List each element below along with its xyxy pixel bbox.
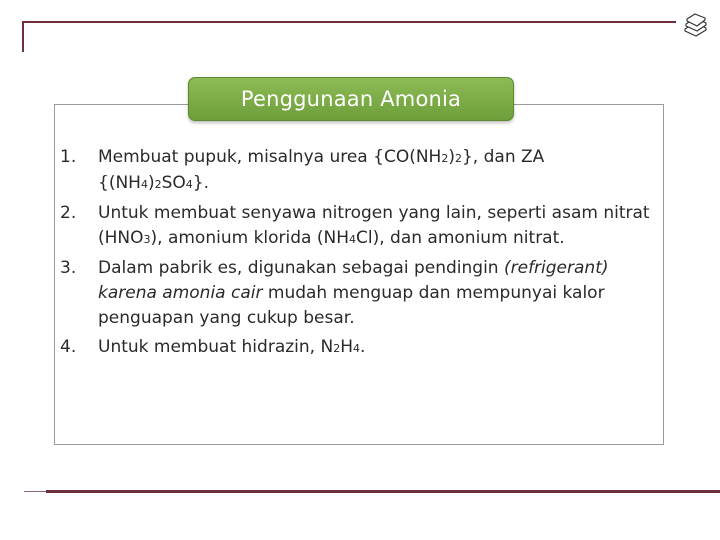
list-item bbox=[60, 256, 660, 331]
list-item-text: Cl), dan amonium nitrat. bbox=[356, 228, 565, 248]
title-banner bbox=[188, 77, 514, 121]
list-item bbox=[60, 335, 660, 361]
list-item-number: 2. bbox=[60, 203, 77, 223]
list-item-text: SO bbox=[161, 173, 186, 193]
list-item-text: Dalam pabrik es, digunakan sebagai pendingin bbox=[98, 258, 504, 278]
usage-list bbox=[60, 145, 660, 365]
list-item bbox=[60, 201, 660, 252]
list-item-number: 4. bbox=[60, 337, 77, 357]
bottom-frame-line-thin bbox=[24, 491, 46, 492]
subscript-text: 4 bbox=[352, 342, 360, 355]
subscript-text: 3 bbox=[143, 233, 151, 246]
subscript-text: 2 bbox=[333, 342, 341, 355]
list-item-text: }. bbox=[192, 173, 209, 193]
list-item-text: mudah menguap dan mempunyai kalor penguapan yang cukup besar. bbox=[98, 283, 605, 328]
list-item-text: Membuat pupuk, misalnya urea {CO(NH bbox=[98, 147, 442, 167]
subscript-text: 2 bbox=[441, 152, 449, 165]
subscript-text: 2 bbox=[454, 152, 462, 165]
page-title: Penggunaan Amonia bbox=[240, 87, 462, 111]
list-item-text: }, dan ZA {(NH bbox=[98, 147, 545, 193]
list-item-text: Untuk membuat hidrazin, N bbox=[98, 337, 334, 357]
list-item bbox=[60, 145, 660, 197]
subscript-text: 2 bbox=[154, 178, 162, 191]
bottom-frame-line bbox=[46, 490, 720, 493]
list-item-text: ) bbox=[147, 173, 155, 193]
subscript-text: 4 bbox=[185, 178, 193, 191]
list-item-text: Untuk membuat senyawa nitrogen yang lain, seperti asam nitrat (HNO bbox=[98, 203, 650, 248]
list-item-number: 3. bbox=[60, 258, 77, 278]
left-frame-line bbox=[22, 21, 24, 52]
top-frame-line bbox=[24, 21, 676, 23]
list-item-number: 1. bbox=[60, 147, 77, 167]
list-item-text: ) bbox=[448, 147, 455, 167]
list-item-text: H bbox=[340, 337, 353, 357]
list-item-text: ), amonium klorida (NH bbox=[150, 228, 349, 248]
subscript-text: 4 bbox=[349, 233, 356, 246]
subscript-text: 4 bbox=[140, 178, 148, 191]
books-stack-icon bbox=[682, 12, 708, 38]
list-item-text: (refrigerant) karena amonia cair bbox=[98, 258, 609, 303]
list-item-text: . bbox=[359, 337, 366, 357]
